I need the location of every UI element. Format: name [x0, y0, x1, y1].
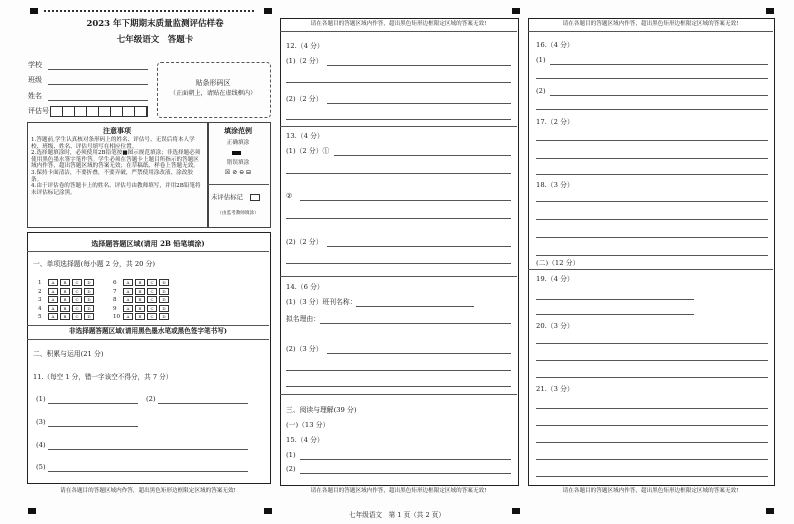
- answer-line[interactable]: [536, 174, 768, 175]
- omr-row[interactable]: 7 A B C D: [113, 288, 171, 297]
- notice-title: 注意事项: [103, 126, 131, 135]
- q11-label: 11.（每空 1 分，错一字该空不得分，共 7 分）: [33, 373, 173, 381]
- absent-note: （由监考教师填涂）: [217, 211, 259, 216]
- divider: [280, 394, 517, 395]
- answer-line[interactable]: [536, 408, 768, 409]
- blank-label: (5): [36, 463, 46, 471]
- divider: [280, 31, 517, 32]
- divider: [280, 126, 517, 127]
- divider: [280, 276, 517, 277]
- answer-line[interactable]: [536, 377, 768, 378]
- divider: [27, 339, 269, 340]
- notice-list: [31, 137, 204, 196]
- blank-2-line[interactable]: [158, 403, 248, 404]
- alignment-marker: [766, 8, 774, 14]
- school-field[interactable]: [48, 69, 148, 70]
- correct-fill-mark: [232, 151, 241, 155]
- q12-2-label: (2)（2 分）: [286, 95, 323, 103]
- omr-row[interactable]: 4 A B C D: [38, 305, 96, 314]
- q12-1-label: (1)（2 分）: [286, 57, 323, 65]
- choice-section-header: 选择题答题区域(请用 2B 铅笔填涂): [91, 239, 205, 248]
- q17-label: 17.（2 分）: [536, 118, 574, 126]
- q14-1b-label: 拟名理由：: [286, 315, 320, 323]
- omr-row[interactable]: 6 A B C D: [113, 279, 171, 288]
- answer-line[interactable]: [536, 255, 768, 256]
- blank-label: (4): [36, 441, 46, 449]
- answer-line[interactable]: [327, 103, 511, 104]
- q16-2-label: (2): [536, 87, 546, 95]
- wrong-fill-label: 错误填涂: [226, 160, 250, 166]
- divider: [207, 184, 269, 185]
- answer-line[interactable]: [286, 218, 511, 219]
- answer-line[interactable]: [327, 353, 511, 354]
- class-label: 班级: [28, 76, 42, 84]
- notice-item: 3.保持卡面清洁，不要折叠，不要弄破，严禁使用涂改液、涂改胶条。: [31, 169, 193, 183]
- fill-example-title: 填涂范例: [224, 126, 252, 135]
- q12-label: 12.（4 分）: [286, 42, 324, 50]
- class-field[interactable]: [48, 84, 148, 85]
- barcode-title: 贴条形码区: [195, 79, 231, 87]
- eval-id-label: 评估号: [28, 107, 49, 115]
- answer-line[interactable]: [536, 343, 768, 344]
- col1-warning-bottom: 请在各题目的答题区域内作答，超出黑色矩形边框限定区域的答案无效!: [60, 488, 236, 494]
- school-label: 学校: [28, 61, 42, 69]
- part3-title: 三、阅读与理解(39 分): [286, 406, 357, 414]
- q16-label: 16.（4 分）: [536, 41, 574, 49]
- answer-line[interactable]: [536, 140, 768, 141]
- answer-line[interactable]: [536, 476, 768, 477]
- divider: [27, 325, 269, 326]
- omr-row[interactable]: 8 A B C D: [113, 296, 171, 305]
- col3-warning-top: 请在各题目的答题区域内作答，超出黑色矩形边框限定区域的答案无效!: [562, 21, 739, 27]
- answer-line[interactable]: [550, 64, 768, 65]
- answer-line[interactable]: [536, 237, 768, 238]
- q13-1-label: (1)（2 分）①: [286, 147, 330, 155]
- q19-label: 19.（4 分）: [536, 275, 574, 283]
- omr-row[interactable]: 2 A B C D: [38, 288, 96, 297]
- answer-line[interactable]: [536, 109, 768, 110]
- blank-1-line[interactable]: [48, 403, 138, 404]
- sub1-label: (一)（13 分）: [286, 421, 330, 429]
- q13-2-label: (2)（2 分）: [286, 238, 323, 246]
- notice-item: 2.选择题填涂时，必须使用2B铅笔按■图示规范填涂；非选择题必须使用黑色墨水签字笔作答。学生必须在答题卡上题目所指示的答题区域内作答，超出答题区域的答案无效；在草稿纸、样卷上答题无效。: [31, 150, 201, 170]
- answer-line[interactable]: [536, 299, 694, 300]
- omr-grid-right: [113, 279, 171, 322]
- divider: [27, 251, 269, 252]
- q15-1-label: (1): [286, 451, 296, 459]
- answer-line[interactable]: [327, 65, 511, 66]
- choice-part-title: 一、单项选择题(每小题 2 分，共 20 分): [33, 260, 156, 268]
- answer-line[interactable]: [286, 386, 511, 387]
- alignment-marker: [264, 508, 272, 514]
- answer-line[interactable]: [300, 459, 511, 460]
- answer-line[interactable]: [536, 78, 768, 79]
- answer-line[interactable]: [536, 459, 768, 460]
- name-label: 姓名: [28, 92, 42, 100]
- col3-answer-panel: [528, 18, 775, 486]
- q15-label: 15.（4 分）: [286, 436, 324, 444]
- answer-line[interactable]: [536, 360, 768, 361]
- notice-item: 1.答题前,学生认真核对条形码上的姓名、评估号、无误后将本人学校、班级、姓名、评估号填写在相应位置。: [31, 137, 195, 150]
- alignment-marker: [264, 8, 272, 14]
- answer-line[interactable]: [536, 425, 768, 426]
- col1-answer-panel: [27, 232, 271, 484]
- answer-line[interactable]: [286, 82, 511, 83]
- correct-fill-label: 正确填涂: [226, 140, 250, 146]
- exam-title: 2023 年下期期末质量监测评估样卷: [86, 19, 224, 29]
- answer-line[interactable]: [320, 323, 511, 324]
- omr-grid-left: [38, 279, 96, 322]
- part2-title: 二、积累与运用(21 分): [33, 350, 104, 358]
- alignment-marker: [28, 508, 36, 514]
- q15-2-label: (2): [286, 465, 296, 473]
- wrong-fill-marks: ☒ ⊘ ⊖ ⊟: [224, 169, 252, 176]
- blank-label: (2): [146, 395, 156, 403]
- omr-row[interactable]: 1 A B C D: [38, 279, 96, 288]
- answer-line[interactable]: [536, 201, 768, 202]
- answer-line[interactable]: [286, 119, 511, 120]
- sub2-label: (二)（12 分）: [536, 259, 580, 267]
- eval-id-boxes[interactable]: [50, 106, 148, 117]
- blank-label: (3): [36, 418, 46, 426]
- blank-3-line[interactable]: [48, 426, 138, 427]
- exam-subtitle: 七年级语文 答题卡: [116, 35, 194, 45]
- omr-row[interactable]: 5 A B C D: [38, 313, 96, 322]
- alignment-marker: [512, 508, 520, 514]
- blank-4-line[interactable]: [48, 449, 248, 450]
- alignment-marker: [512, 8, 520, 14]
- divider: [528, 31, 773, 32]
- answer-line[interactable]: [327, 246, 511, 247]
- absent-label: 未评估标记: [211, 193, 243, 201]
- q13-1b-label: ②: [286, 192, 293, 200]
- q14-1-label: (1)（3 分）班刊名称：: [286, 298, 357, 306]
- omr-row[interactable]: 10 A B C D: [113, 313, 171, 322]
- col2-warning-bottom: 请在各题目的答题区域内作答，超出黑色矩形边框限定区域的答案无效!: [310, 488, 487, 494]
- col3-warning-bottom: 请在各题目的答题区域内作答，超出黑色矩形边框限定区域的答案无效!: [562, 488, 739, 494]
- q21-label: 21.（3 分）: [536, 385, 574, 393]
- page-footer: 七年级语文 第 1 页（共 2 页）: [349, 511, 445, 519]
- nonchoice-header: 非选择题答题区域(请用黑色墨水笔或黑色签字笔书写): [69, 327, 227, 335]
- answer-line[interactable]: [536, 219, 768, 220]
- q14-2-label: (2)（3 分）: [286, 345, 323, 353]
- answer-line[interactable]: [334, 155, 511, 156]
- answer-line[interactable]: [536, 442, 768, 443]
- answer-line[interactable]: [286, 173, 511, 174]
- divider: [528, 269, 773, 270]
- q14-label: 14.（6 分）: [286, 283, 324, 291]
- q20-label: 20.（3 分）: [536, 322, 574, 330]
- answer-line[interactable]: [300, 200, 511, 201]
- blank-label: (1): [36, 395, 46, 403]
- notice-item: 4.由于评估卷的答题卡上的姓名、评估号由教师填写，并用2B铅笔将未评估标记涂黑。: [31, 183, 201, 196]
- answer-line[interactable]: [356, 306, 474, 307]
- timing-track: [44, 10, 254, 14]
- q13-label: 13.（4 分）: [286, 132, 324, 140]
- name-field[interactable]: [48, 100, 148, 101]
- answer-line[interactable]: [536, 158, 768, 159]
- alignment-marker: [30, 8, 38, 14]
- q18-label: 18.（3 分）: [536, 181, 574, 189]
- answer-line[interactable]: [536, 314, 694, 315]
- omr-row[interactable]: 3 A B C D: [38, 296, 96, 305]
- omr-row[interactable]: 9 A B C D: [113, 305, 171, 314]
- col2-answer-panel: [280, 18, 519, 486]
- q16-1-label: (1): [536, 56, 546, 64]
- answer-line[interactable]: [550, 95, 768, 96]
- answer-line[interactable]: [286, 370, 511, 371]
- col2-warning-top: 请在各题目的答题区域内作答，超出黑色矩形边框限定区域的答案无效!: [310, 21, 487, 27]
- answer-line[interactable]: [286, 263, 511, 264]
- absent-checkbox[interactable]: [250, 194, 260, 201]
- barcode-note: （正面朝上，请贴在虚线框内）: [169, 90, 257, 97]
- blank-5-line[interactable]: [48, 471, 248, 472]
- alignment-marker: [766, 508, 774, 514]
- answer-line[interactable]: [300, 473, 511, 474]
